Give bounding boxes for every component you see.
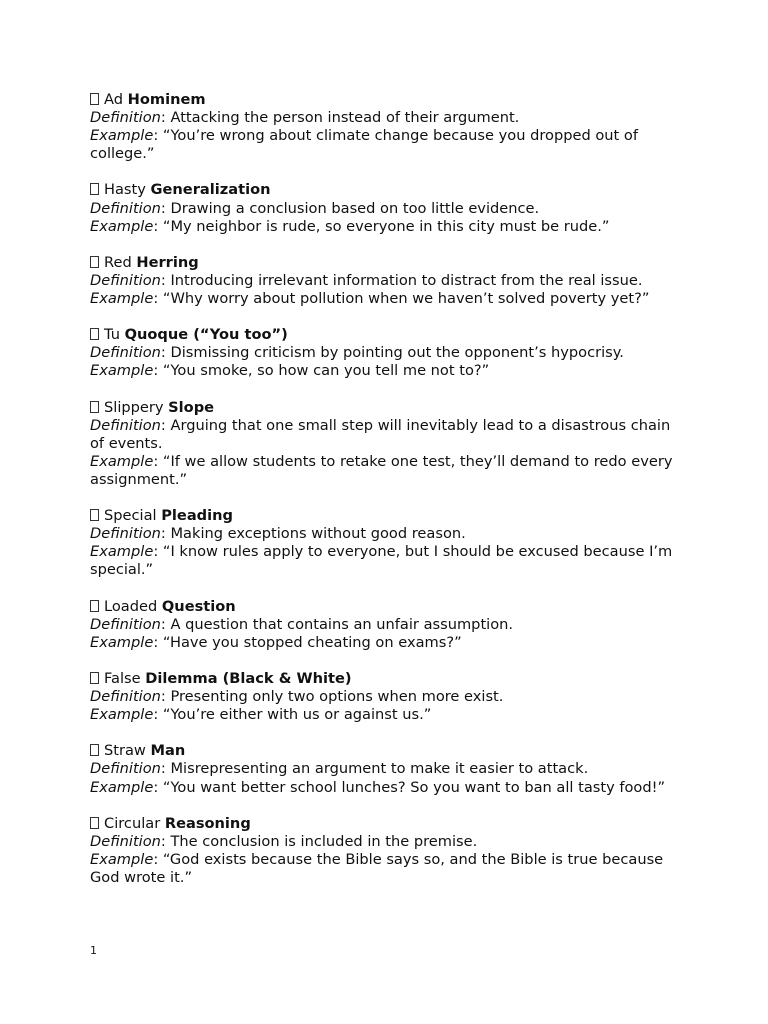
definition-label: Definition — [90, 615, 161, 633]
fallacy-heading — [90, 670, 680, 688]
example-label: Example — [90, 362, 154, 380]
missing-glyph-icon — [90, 183, 99, 195]
fallacy-name: Generalization — [150, 181, 271, 199]
definition-text: : Attacking the person instead of their argument. — [160, 109, 520, 127]
fallacy-name: Man — [150, 742, 186, 760]
fallacy-prefix: Ad — [104, 91, 123, 108]
fallacy-name: Reasoning — [164, 814, 251, 832]
fallacy-prefix: Red — [104, 253, 132, 271]
missing-glyph-icon — [90, 509, 99, 521]
fallacy-heading — [90, 598, 680, 616]
definition-text: : The conclusion is included in the premise. — [160, 832, 478, 850]
fallacy-name: Pleading — [161, 507, 233, 525]
example-text: : “You’re either with us or against us.” — [153, 706, 432, 724]
example-text: : “You’re wrong about climate change because you dropped out of college.” — [90, 127, 638, 163]
example-text: : “If we allow students to retake one test, they’ll demand to redo every assignment.” — [90, 452, 673, 488]
example-text: : “God exists because the Bible says so, and the Bible is true because God wrote it.” — [90, 850, 664, 887]
fallacy-prefix: Straw — [104, 742, 146, 760]
fallacy-heading — [90, 399, 680, 417]
fallacy-heading — [90, 254, 680, 272]
example-text: : “You want better school lunches? So you want to ban all tasty food!” — [153, 778, 666, 796]
example-line — [90, 706, 680, 724]
definition-line — [90, 200, 680, 218]
definition-line — [90, 525, 680, 543]
fallacy-entry — [90, 326, 680, 380]
fallacy-name: Question — [161, 597, 236, 615]
example-label: Example — [90, 452, 154, 470]
page-number: 1 — [90, 944, 97, 957]
definition-line — [90, 344, 680, 362]
example-label: Example — [90, 633, 154, 651]
fallacy-name: Herring — [136, 253, 199, 271]
fallacy-name: Quoque (“You too”) — [124, 326, 288, 344]
example-line — [90, 290, 680, 308]
fallacy-heading — [90, 507, 680, 525]
missing-glyph-icon — [90, 600, 99, 612]
definition-line — [90, 109, 680, 127]
fallacy-prefix: Loaded — [104, 597, 158, 615]
definition-text: : Drawing a conclusion based on too little evidence. — [160, 199, 540, 217]
fallacy-prefix: Circular — [104, 814, 161, 832]
fallacy-entry — [90, 399, 680, 489]
example-text: : “I know rules apply to everyone, but I should be excused because I’m special.” — [90, 543, 673, 579]
definition-label: Definition — [90, 688, 161, 706]
example-line — [90, 218, 680, 236]
fallacy-prefix: Slippery — [104, 398, 164, 416]
fallacy-entry — [90, 507, 680, 579]
example-label: Example — [90, 127, 154, 145]
fallacy-name: Slope — [168, 398, 215, 416]
missing-glyph-icon — [90, 93, 99, 105]
definition-label: Definition — [90, 109, 161, 127]
example-line — [90, 634, 680, 652]
missing-glyph-icon — [90, 256, 99, 268]
fallacy-entry — [90, 598, 680, 652]
fallacy-prefix: Tu — [104, 326, 120, 344]
document-page — [90, 91, 680, 905]
definition-text: : Introducing irrelevant information to distract from the real issue. — [160, 271, 643, 289]
definition-text: : Making exceptions without good reason. — [160, 525, 466, 543]
example-label: Example — [90, 217, 154, 235]
fallacy-name: Hominem — [127, 91, 206, 108]
example-label: Example — [90, 290, 154, 308]
example-line — [90, 543, 680, 579]
example-text: : “You smoke, so how can you tell me not to?” — [153, 362, 490, 380]
missing-glyph-icon — [90, 672, 99, 684]
fallacy-heading — [90, 742, 680, 760]
fallacy-heading — [90, 815, 680, 833]
definition-label: Definition — [90, 525, 161, 543]
definition-label: Definition — [90, 271, 161, 289]
definition-text: : Arguing that one small step will inevitably lead to a disastrous chain of events. — [90, 416, 671, 452]
definition-label: Definition — [90, 760, 161, 778]
example-label: Example — [90, 850, 154, 868]
definition-text: : Dismissing criticism by pointing out the opponent’s hypocrisy. — [160, 344, 624, 362]
fallacy-prefix: False — [104, 670, 141, 687]
example-line — [90, 779, 680, 797]
definition-line — [90, 688, 680, 706]
fallacy-entry — [90, 815, 680, 887]
fallacy-prefix: Hasty — [104, 181, 146, 199]
definition-line — [90, 272, 680, 290]
fallacy-entry — [90, 181, 680, 235]
missing-glyph-icon — [90, 744, 99, 756]
missing-glyph-icon — [90, 401, 99, 413]
example-label: Example — [90, 778, 154, 796]
definition-line — [90, 833, 680, 851]
fallacy-entry — [90, 254, 680, 308]
example-label: Example — [90, 543, 154, 561]
fallacy-heading — [90, 181, 680, 199]
definition-line — [90, 616, 680, 634]
definition-label: Definition — [90, 199, 161, 217]
example-line — [90, 851, 680, 887]
definition-text: : Misrepresenting an argument to make it easier to attack. — [160, 760, 589, 778]
fallacy-heading — [90, 326, 680, 344]
fallacy-prefix: Special — [104, 507, 157, 525]
example-text: : “My neighbor is rude, so everyone in this city must be rude.” — [153, 217, 610, 235]
example-line — [90, 453, 680, 489]
missing-glyph-icon — [90, 328, 99, 340]
example-text: : “Why worry about pollution when we haven’t solved poverty yet?” — [153, 290, 650, 308]
fallacy-entry — [90, 670, 680, 724]
definition-line — [90, 760, 680, 778]
definition-label: Definition — [90, 344, 161, 362]
definition-label: Definition — [90, 416, 161, 434]
example-text: : “Have you stopped cheating on exams?” — [153, 633, 462, 651]
definition-text: : Presenting only two options when more exist. — [160, 688, 504, 706]
definition-text: : A question that contains an unfair assumption. — [160, 615, 514, 633]
definition-line — [90, 417, 680, 453]
missing-glyph-icon — [90, 817, 99, 829]
example-line — [90, 127, 680, 163]
definition-label: Definition — [90, 832, 161, 850]
example-line — [90, 362, 680, 380]
fallacy-entry — [90, 742, 680, 796]
fallacy-heading — [90, 91, 680, 109]
fallacy-entry — [90, 91, 680, 163]
example-label: Example — [90, 706, 154, 724]
fallacy-name: Dilemma (Black & White) — [145, 670, 352, 687]
